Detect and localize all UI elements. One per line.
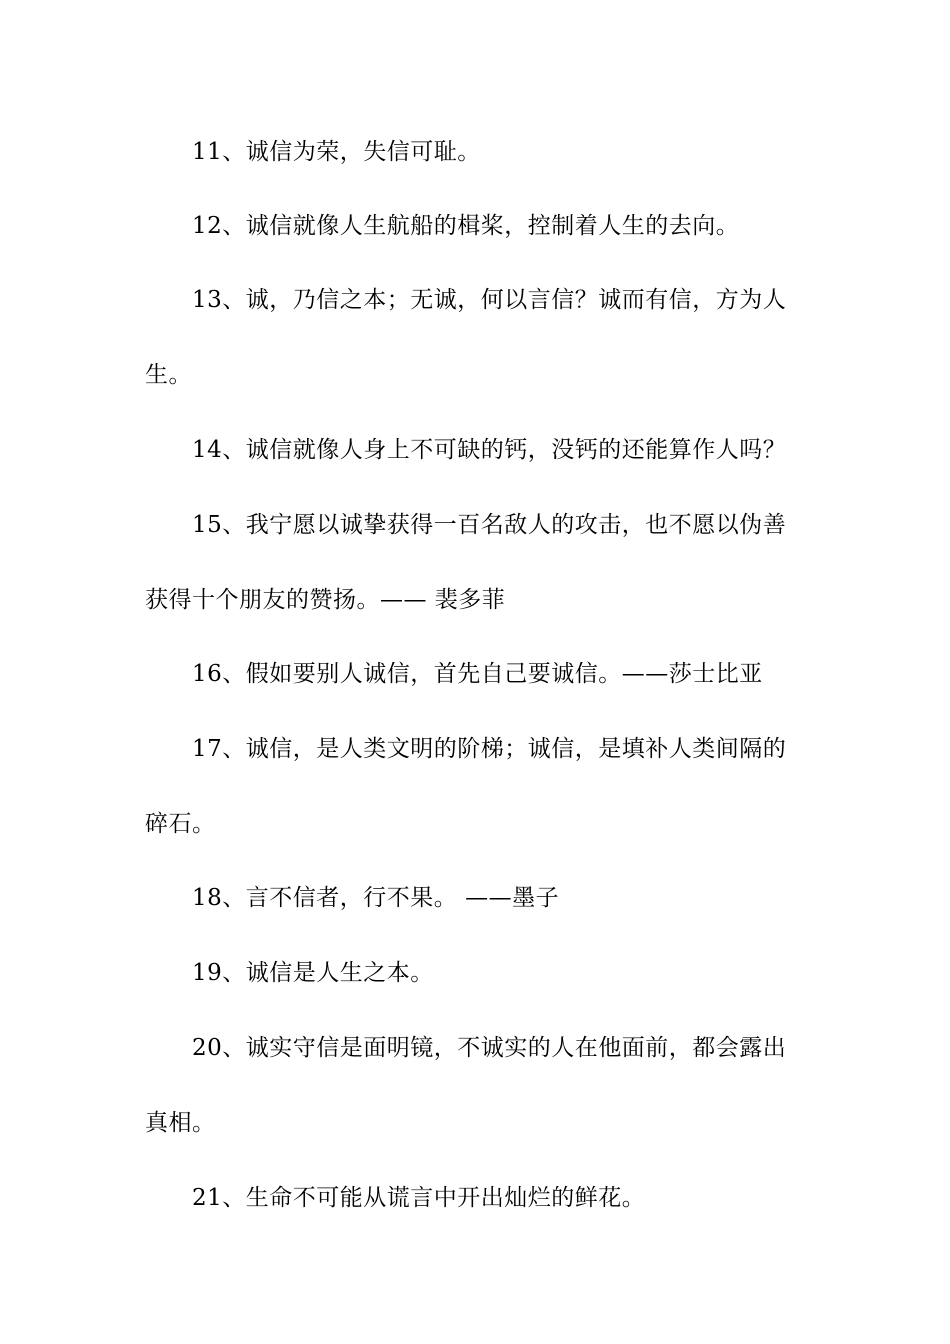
quote-18: 18、言不信者，行不果。 ——墨子 — [192, 885, 560, 911]
quote-11: 11、诚信为荣，失信可耻。 — [192, 139, 481, 165]
quote-15-continued: 获得十个朋友的赞扬。—— 裴多菲 — [145, 587, 506, 613]
quote-17: 17、诚信，是人类文明的阶梯；诚信，是填补人类间隔的 — [192, 736, 787, 762]
quote-12: 12、诚信就像人生航船的楫桨，控制着人生的去向。 — [192, 213, 740, 239]
quote-15: 15、我宁愿以诚挚获得一百名敌人的攻击，也不愿以伪善 — [192, 512, 787, 538]
quote-19: 19、诚信是人生之本。 — [192, 960, 434, 986]
quote-13: 13、诚，乃信之本；无诚，何以言信？诚而有信，方为人 — [192, 287, 787, 313]
quote-14: 14、诚信就像人身上不可缺的钙，没钙的还能算作人吗？ — [192, 437, 787, 463]
quote-20-continued: 真相。 — [145, 1110, 216, 1136]
quote-20: 20、诚实守信是面明镜，不诚实的人在他面前，都会露出 — [192, 1035, 787, 1061]
quote-16: 16、假如要别人诚信，首先自己要诚信。——莎士比亚 — [192, 661, 763, 687]
quote-17-continued: 碎石。 — [145, 811, 216, 837]
quote-21: 21、生命不可能从谎言中开出灿烂的鲜花。 — [192, 1185, 646, 1211]
quote-13-continued: 生。 — [145, 362, 192, 388]
